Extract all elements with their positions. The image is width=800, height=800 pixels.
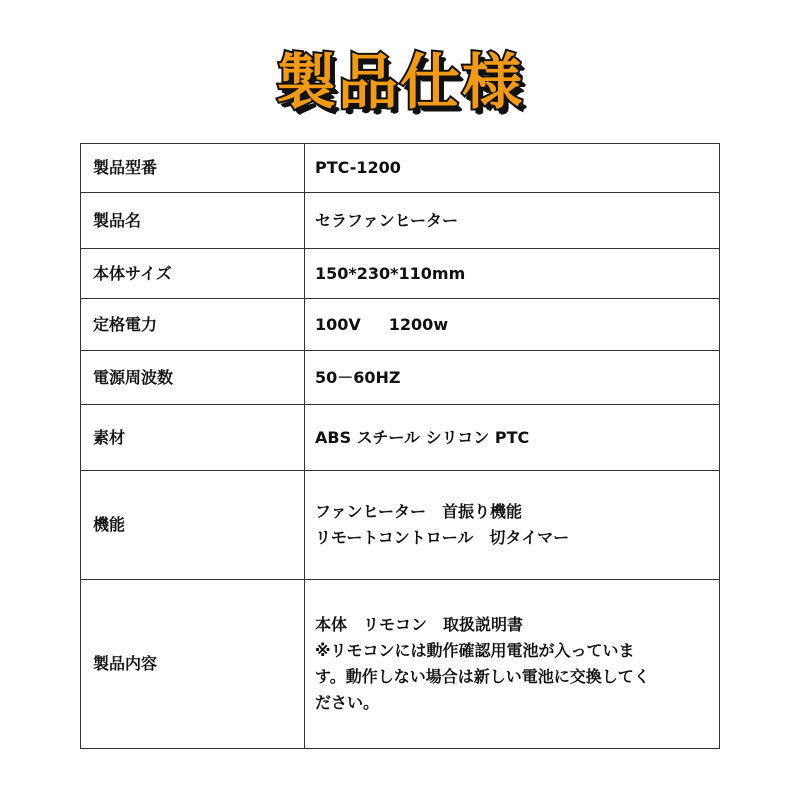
spec-value-line: 150*230*110mm — [315, 263, 466, 283]
spec-value — [305, 405, 720, 471]
wattage-value: 1200w — [388, 314, 449, 334]
spec-value — [305, 299, 720, 351]
spec-value-line: 50－60HZ — [315, 367, 401, 387]
spec-value-line: す。動作しない場合は新しい電池に交換してく — [315, 667, 650, 686]
table-row — [81, 405, 720, 471]
table-row — [81, 299, 720, 351]
title-banner — [0, 38, 800, 128]
voltage-value: 100V — [315, 314, 361, 334]
spec-value — [305, 471, 720, 580]
spec-value — [305, 249, 720, 299]
table-row — [81, 249, 720, 299]
spec-value — [305, 193, 720, 249]
spec-label: 製品内容 — [81, 580, 305, 749]
spec-value-line: ださい。 — [315, 693, 380, 712]
spec-value-line: ファンヒーター 首振り機能 — [315, 502, 523, 521]
page-title: 製品仕様 — [276, 48, 524, 118]
spec-value — [305, 351, 720, 405]
spec-label: 本体サイズ — [81, 249, 305, 299]
spec-label: 定格電力 — [81, 299, 305, 351]
spec-label: 素材 — [81, 405, 305, 471]
spec-value-line: PTC-1200 — [315, 158, 401, 177]
spec-table — [80, 143, 720, 749]
spec-value — [305, 144, 720, 193]
spec-label: 製品型番 — [81, 144, 305, 193]
spec-value-line: リモートコントロール 切タイマー — [315, 528, 570, 547]
table-row — [81, 193, 720, 249]
spec-label: 製品名 — [81, 193, 305, 249]
table-row — [81, 144, 720, 193]
spec-label: 機能 — [81, 471, 305, 580]
table-row — [81, 580, 720, 749]
spec-value-line: セラファンヒーター — [315, 210, 459, 230]
spec-value-line: 本体 リモコン 取扱説明書 — [315, 615, 524, 634]
table-row — [81, 471, 720, 580]
spec-value-line: ABS スチール シリコン PTC — [315, 427, 530, 447]
table-row — [81, 351, 720, 405]
spec-label: 電源周波数 — [81, 351, 305, 405]
spec-value — [305, 580, 720, 749]
spec-value-line: ※リモコンには動作確認用電池が入っていま — [315, 641, 635, 660]
